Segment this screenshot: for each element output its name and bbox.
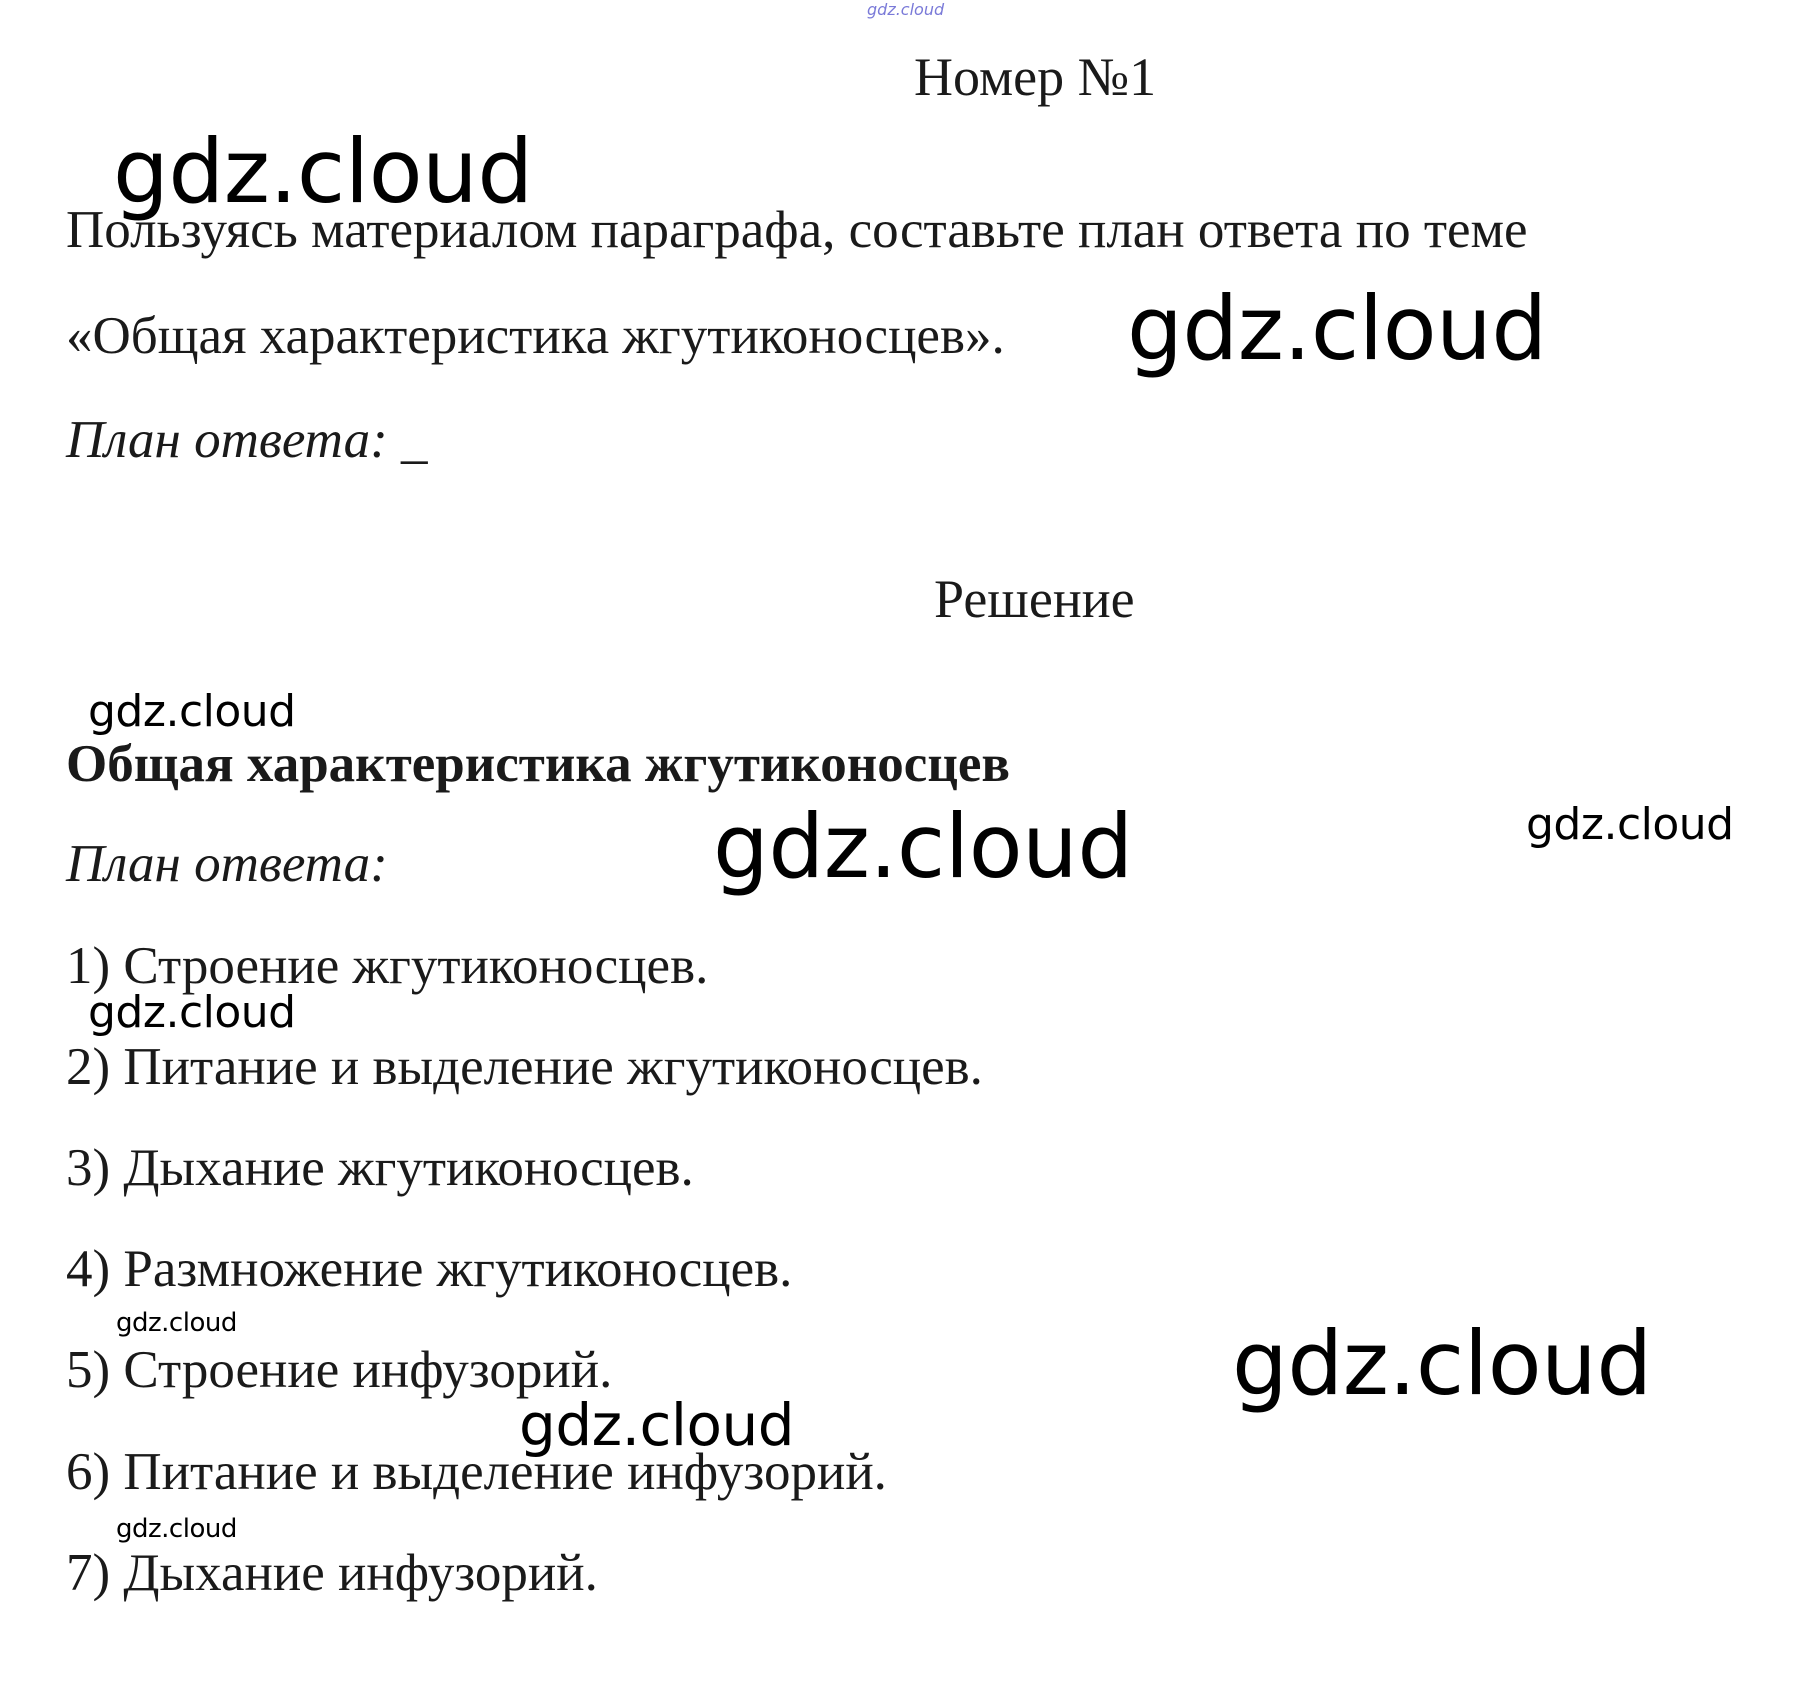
answer-title: Общая характеристика жгутиконосцев bbox=[66, 735, 1011, 793]
plan-item-4: 4) Размножение жгутиконосцев. bbox=[66, 1240, 793, 1298]
watermark: gdz.cloud bbox=[113, 120, 533, 223]
watermark: gdz.cloud bbox=[88, 686, 296, 737]
plan-item-1: 1) Строение жгутиконосцев. bbox=[66, 937, 709, 995]
plan-item-6: 6) Питание и выделение инфузорий. bbox=[66, 1443, 887, 1501]
top-watermark: gdz.cloud bbox=[867, 0, 945, 19]
answer-plan-label: План ответа: bbox=[66, 835, 388, 893]
task-text-line-2: «Общая характеристика жгутиконосцев». bbox=[66, 307, 1005, 365]
task-text-line-1: Пользуясь материалом параграфа, составьте план ответа по теме bbox=[66, 201, 1528, 259]
task-plan-label: План ответа: _ bbox=[66, 411, 428, 469]
page-title: Номер №1 bbox=[914, 47, 1157, 107]
watermark: gdz.cloud bbox=[1127, 277, 1547, 380]
solution-heading: Решение bbox=[934, 569, 1135, 629]
plan-item-2: 2) Питание и выделение жгутиконосцев. bbox=[66, 1038, 983, 1096]
watermark: gdz.cloud bbox=[1232, 1312, 1652, 1415]
plan-item-7: 7) Дыхание инфузорий. bbox=[66, 1544, 598, 1602]
watermark: gdz.cloud bbox=[713, 795, 1133, 898]
plan-item-5: 5) Строение инфузорий. bbox=[66, 1341, 613, 1399]
watermark: gdz.cloud bbox=[88, 987, 296, 1038]
watermark: gdz.cloud bbox=[116, 1308, 237, 1338]
plan-item-3: 3) Дыхание жгутиконосцев. bbox=[66, 1139, 694, 1197]
watermark: gdz.cloud bbox=[1526, 799, 1734, 850]
watermark: gdz.cloud bbox=[519, 1391, 795, 1459]
watermark: gdz.cloud bbox=[116, 1514, 237, 1544]
